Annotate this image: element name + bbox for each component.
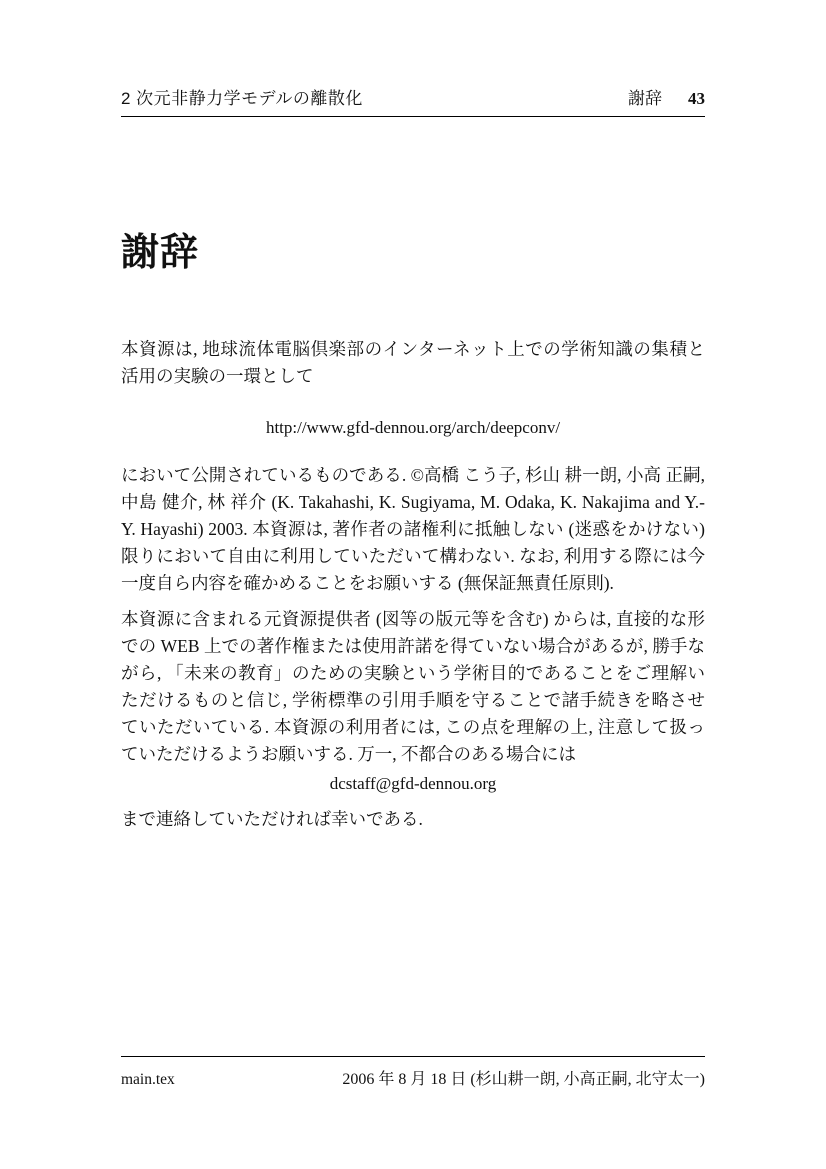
contact-email: dcstaff@gfd-dennou.org <box>329 774 497 793</box>
resource-url: http://www.gfd-dennou.org/arch/deepconv/ <box>265 418 561 437</box>
paragraph-intro: 本資源は, 地球流体電脳倶楽部のインターネット上での学術知識の集積と活用の実験の一環として <box>121 339 705 386</box>
header-chapter-title: 謝辞 <box>628 89 662 108</box>
paragraph-copyright-notice: 本資源に含まれる元資源提供者 (図等の版元等を含む) からは, 直接的な形での WEB 上での著作権または使用許諾を得ていない場合があるが, 勝手ながら, 「未来の教育」のための実験という学術目的であることをご理解いただけるものと信じ, 学術標準の引用手順を守ることで諸手続きを略させていただいている. 本資源の利用者には, この点を理解の上, 注意して扱っていただけるようお願いする. 万一, 不都合のある場合には <box>121 609 705 764</box>
chapter-title: 謝辞 <box>121 232 200 275</box>
header-right-group <box>628 84 705 109</box>
paragraph-closing: まで連絡していただければ幸いである. <box>121 809 423 829</box>
running-header <box>121 84 705 117</box>
footer-date-authors: 2006 年 8 月 18 日 (杉山耕一朗, 小高正嗣, 北守太一) <box>342 1071 705 1088</box>
footer-filename: main.tex <box>121 1071 175 1088</box>
page-number: 43 <box>688 89 705 108</box>
document-body <box>121 336 705 833</box>
paragraph-license: において公開されているものである. ©高橋 こう子, 杉山 耕一朗, 小高 正嗣, 中島 健介, 林 祥介 (K. Takahashi, K. Sugiyama, M. Odaka, K. Nakajima and Y.-Y. Hayashi) 2003. 本資源は, 著作者の諸権利に抵触しない (迷惑をかけない) 限りにおいて自由に利用していただいて構わない. なお, 利用する際には今一度自ら内容を確かめることをお願いする (無保証無責任原則). <box>121 465 705 593</box>
page-footer <box>121 1056 705 1089</box>
header-section-title: 2 次元非静力学モデルの離散化 <box>121 89 363 108</box>
